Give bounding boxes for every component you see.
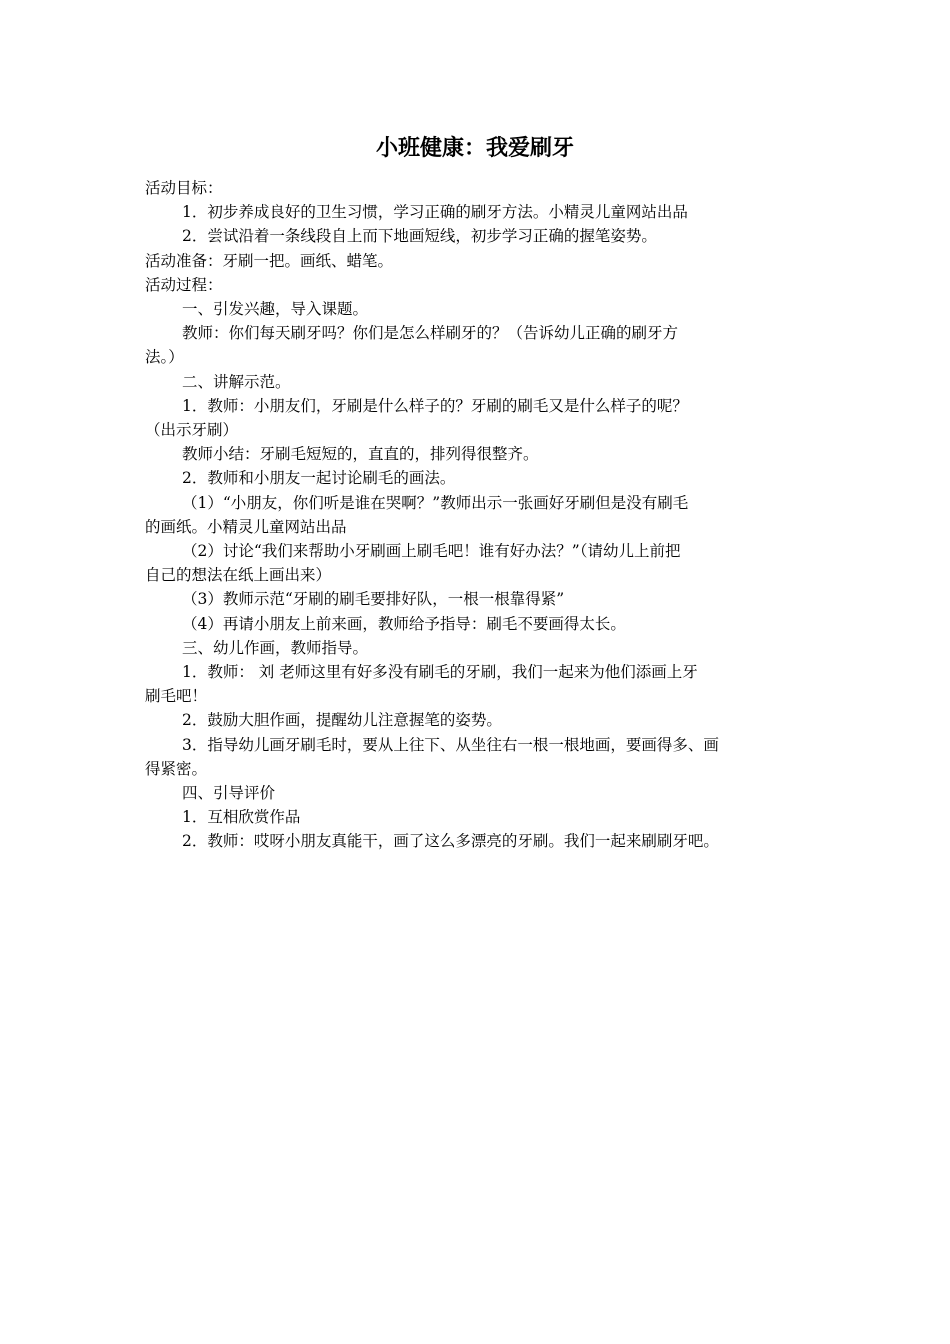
document-body [145, 176, 810, 854]
section-heading-preparation: 活动准备：牙刷一把。画纸、蜡笔。 [145, 251, 394, 270]
paragraph-line: 一、引发兴趣，导入课题。 [182, 300, 369, 319]
paragraph-line: 2．鼓励大胆作画，提醒幼儿注意握笔的姿势。 [182, 711, 502, 730]
paragraph-line: 3．指导幼儿画牙刷毛时，要从上往下、从坐往右一根一根地画，要画得多、画 [182, 735, 719, 754]
paragraph-line: 1．教师：小朋友们，牙刷是什么样子的？牙刷的刷毛又是什么样子的呢？ [182, 396, 688, 415]
paragraph-line: 三、幼儿作画，教师指导。 [182, 638, 369, 657]
paragraph-line: 2．教师和小朋友一起讨论刷毛的画法。 [182, 469, 456, 488]
paragraph-line: （1）“小朋友，你们听是谁在哭啊？”教师出示一张画好牙刷但是没有刷毛 [182, 493, 689, 512]
paragraph-line: 二、讲解示范。 [182, 372, 291, 391]
paragraph-line: （2）讨论“我们来帮助小牙刷画上刷毛吧！谁有好办法？”（请幼儿上前把 [182, 542, 681, 561]
section-heading-process: 活动过程： [145, 275, 223, 294]
paragraph-line: 2．尝试沿着一条线段自上而下地画短线，初步学习正确的握笔姿势。 [182, 227, 657, 246]
paragraph-line: 四、引导评价 [182, 784, 276, 803]
paragraph-line: 刷毛吧！ [145, 687, 208, 706]
paragraph-line: 1．互相欣赏作品 [182, 808, 301, 827]
paragraph-line: 的画纸。小精灵儿童网站出品 [145, 517, 347, 536]
paragraph-line: （3）教师示范“牙刷的刷毛要排好队，一根一根靠得紧” [182, 590, 565, 609]
document-title: 小班健康：我爱刷牙 [375, 136, 574, 161]
paragraph-line: 1．初步养成良好的卫生习惯，学习正确的刷牙方法。小精灵儿童网站出品 [182, 203, 688, 222]
section-heading-goals: 活动目标： [145, 179, 223, 197]
paragraph-line: （出示牙刷） [145, 421, 239, 440]
paragraph-line: 2．教师：哎呀小朋友真能干，画了这么多漂亮的牙刷。我们一起来刷刷牙吧。 [182, 832, 719, 851]
paragraph-line: 教师小结：牙刷毛短短的，直直的，排列得很整齐。 [182, 445, 539, 464]
paragraph-line: 得紧密。 [145, 759, 208, 778]
paragraph-line: 1．教师： 刘 老师这里有好多没有刷毛的牙刷，我们一起来为他们添画上牙 [182, 663, 698, 682]
paragraph-line: 教师：你们每天刷牙吗？你们是怎么样刷牙的？（告诉幼儿正确的刷牙方 [182, 324, 679, 343]
paragraph-line: （4）再请小朋友上前来画，教师给予指导：刷毛不要画得太长。 [182, 614, 626, 633]
paragraph-line: 自己的想法在纸上画出来） [145, 566, 332, 585]
paragraph-line: 法。） [145, 348, 184, 367]
